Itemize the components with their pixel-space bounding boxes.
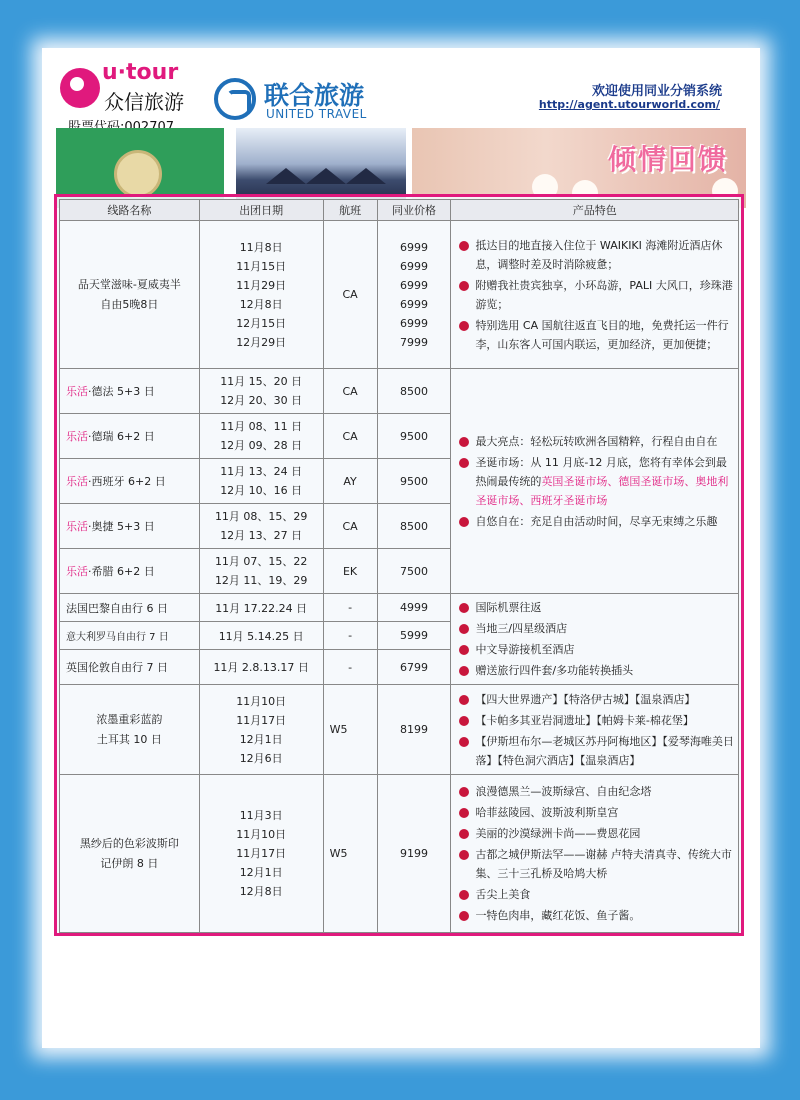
date-item: 12月 10、16 日 [220, 484, 303, 497]
price-iran: 9199 [377, 775, 451, 933]
date-item: 12月8日 [239, 885, 283, 898]
col-header-flight: 航班 [323, 200, 377, 221]
feature-item: 浪漫德黑兰—波斯绿宫、自由纪念塔 [457, 782, 734, 801]
price-turkey: 8199 [377, 685, 451, 775]
date-item: 11月8日 [239, 240, 283, 254]
dates-hawaii [199, 221, 323, 369]
contact-name: 张佳宁 [134, 959, 174, 974]
price-rome: 5999 [377, 622, 451, 650]
feature-item: 国际机票往返 [457, 598, 734, 617]
date-item: 11月 08、11 日 [220, 420, 303, 433]
agent-url-link[interactable]: http://agent.utourworld.com/ [538, 98, 720, 111]
date-item: 12月6日 [239, 751, 283, 765]
route-name: ·奥捷 5+3 日 [88, 520, 155, 533]
dates-europe-2 [199, 414, 323, 459]
date-item: 11月17日 [236, 847, 287, 860]
feature-item: 舌尖上美食 [457, 885, 734, 904]
date-item: 11月29日 [236, 278, 287, 292]
date-item: 12月 20、30 日 [220, 394, 303, 407]
feature-item: 当地三/四星级酒店 [457, 619, 734, 638]
contact-footer [44, 955, 764, 1043]
date-item: 11月17日 [236, 713, 287, 727]
route-table [59, 199, 739, 933]
feature-item: 中文导游接机至酒店 [457, 640, 734, 659]
flight-turkey: W5 [323, 685, 377, 775]
contact-qq: Q：2633573947 [636, 981, 751, 996]
table-row [60, 685, 739, 775]
contact-phone: T：13678899565 [194, 959, 316, 974]
price-item: 6999 [399, 259, 428, 273]
contact-row [44, 1021, 764, 1043]
dates-london: 11月 2.8.13.17 日 [199, 650, 323, 685]
price-item: 6999 [399, 240, 428, 254]
united-travel-en: UNITED TRAVEL [266, 107, 367, 121]
route-name-line: 浓墨重彩蓝韵 [96, 712, 163, 726]
contact-name: 张 群 [452, 959, 492, 974]
feature-item: 附赠我社贵宾独享，小环岛游，PALI 大风口，珍珠港游览； [457, 276, 734, 314]
contact-row [44, 977, 764, 999]
feature-item: 抵达目的地直接入住位于 WAIKIKI 海滩附近酒店休息，调整时差及时消除疲惫； [457, 236, 734, 274]
col-header-route: 线路名称 [60, 200, 200, 221]
route-name-line: 土耳其 10 日 [96, 732, 162, 746]
contact-phone: T：15588681641 [194, 981, 316, 996]
contact-qq: Q：2262182499 [330, 1003, 445, 1018]
feature-item: 哈菲兹陵园、波斯波利斯皇宫 [457, 803, 734, 822]
route-prefix: 乐活 [66, 475, 88, 488]
price-europe-2: 9500 [377, 414, 451, 459]
dates-europe-4 [199, 504, 323, 549]
table-row [60, 221, 739, 369]
contact-qq: Q：1379524339 [330, 981, 445, 996]
date-item: 11月10日 [236, 694, 287, 708]
price-europe-5: 7500 [377, 549, 451, 594]
flight-iran: W5 [323, 775, 377, 933]
route-name-line: 自由5晚8日 [100, 297, 159, 311]
route-name-line: 记伊朗 8 日 [100, 856, 159, 870]
route-table-frame [54, 194, 744, 936]
date-item: 12月 11、19、29 [214, 574, 308, 587]
united-travel-icon [214, 78, 256, 120]
flight-europe-4: CA [323, 504, 377, 549]
date-item: 11月 07、15、22 [214, 555, 308, 568]
route-name-europe-5 [60, 549, 200, 594]
feature-item: 古都之城伊斯法罕——谢赫 卢特夫清真寺、传统大市集、三十三孔桥及哈鸠大桥 [457, 845, 734, 883]
feature-item: 一特色肉串，藏红花饭、鱼子酱。 [457, 906, 734, 925]
contact-label: 联系人： [60, 959, 113, 974]
date-item: 11月10日 [236, 828, 287, 841]
contact-phone: T：13791988942 [194, 1025, 316, 1040]
route-name-iran [60, 775, 200, 933]
table-row [60, 775, 739, 933]
date-item: 11月 08、15、29 [214, 510, 308, 523]
feature-item: 自悠自在：充足自由活动时间，尽享无束缚之乐趣 [457, 512, 734, 531]
dates-europe-1 [199, 369, 323, 414]
flight-europe-5: EK [323, 549, 377, 594]
col-header-dates: 出团日期 [199, 200, 323, 221]
route-name: ·西班牙 6+2 日 [88, 475, 166, 488]
feature-item: 特别选用 CA 国航往返直飞目的地，免费托运一件行李，山东客人可国内联运，更加经济，更加便捷； [457, 316, 734, 354]
united-travel-cn: 联合旅游 [264, 81, 365, 110]
route-prefix: 乐活 [66, 520, 88, 533]
col-header-features: 产品特色 [451, 200, 739, 221]
feature-item: 【四大世界遗产】【特洛伊古城】【温泉酒店】 [457, 690, 734, 709]
features-europe [451, 369, 739, 594]
date-item: 12月29日 [236, 335, 287, 349]
price-europe-1: 8500 [377, 369, 451, 414]
dates-europe-3 [199, 459, 323, 504]
date-item: 11月3日 [239, 809, 283, 822]
flight-rome: - [323, 622, 377, 650]
contact-name: 董 雯 [134, 1003, 174, 1018]
price-item: 6999 [399, 297, 428, 311]
feature-item: 【卡帕多其亚岩洞遗址】【帕姆卡莱-棉花堡】 [457, 711, 734, 730]
route-name-europe-1 [60, 369, 200, 414]
utour-bubble-icon [60, 68, 100, 108]
table-row [60, 594, 739, 622]
table-row [60, 369, 739, 414]
date-item: 11月 13、24 日 [220, 465, 303, 478]
flight-hawaii: CA [323, 221, 377, 369]
price-europe-3: 9500 [377, 459, 451, 504]
route-name-paris: 法国巴黎自由行 6 日 [60, 594, 200, 622]
date-item: 12月1日 [239, 866, 283, 879]
route-name-turkey [60, 685, 200, 775]
utour-logo-en: u·tour [102, 60, 179, 85]
price-item: 6999 [399, 316, 428, 330]
dates-rome: 11月 5.14.25 日 [199, 622, 323, 650]
route-name: ·希腊 6+2 日 [88, 565, 155, 578]
route-prefix: 乐活 [66, 385, 88, 398]
feature-item: 【伊斯坦布尔—老城区苏丹阿梅地区】【爱琴海唯美日落】【特色洞穴酒店】【温泉酒店】 [457, 732, 734, 770]
flight-europe-3: AY [323, 459, 377, 504]
flight-paris: - [323, 594, 377, 622]
price-item: 7999 [399, 335, 428, 349]
price-paris: 4999 [377, 594, 451, 622]
flight-europe-1: CA [323, 369, 377, 414]
feature-item: 最大亮点：轻松玩转欧洲各国精粹，行程自由自在 [457, 432, 734, 451]
route-name-line: 黑纱后的色彩波斯印 [79, 836, 179, 850]
route-name: ·德瑞 6+2 日 [88, 430, 155, 443]
route-name-hawaii [60, 221, 200, 369]
feature-highlight: 英国圣诞市场、德国圣诞市场、奥地利圣诞市场、西班牙圣诞市场 [475, 474, 729, 507]
contact-phone: T：18669700750 [194, 1003, 316, 1018]
contact-qq: Q：3076642052 [636, 959, 751, 974]
route-name-europe-4 [60, 504, 200, 549]
hut-roof-icon [266, 168, 306, 184]
hut-roof-icon [346, 168, 386, 184]
features-hawaii [451, 221, 739, 369]
banner-title: 倾情回馈 [607, 143, 728, 176]
contact-qq: Q：766560835 [330, 959, 436, 974]
hut-roof-icon [306, 168, 346, 184]
flight-london: - [323, 650, 377, 685]
flight-europe-2: CA [323, 414, 377, 459]
contact-row [44, 999, 764, 1021]
price-london: 6799 [377, 650, 451, 685]
feature-item: 赠送旅行四件套/多功能转换插头 [457, 661, 734, 680]
date-item: 11月15日 [236, 259, 287, 273]
contact-name: 韩 良 [134, 1025, 174, 1040]
col-header-price: 同业价格 [377, 200, 451, 221]
dates-paris: 11月 17.22.24 日 [199, 594, 323, 622]
welcome-text: 欢迎使用同业分销系统 [591, 84, 722, 99]
features-iran [451, 775, 739, 933]
date-item: 12月 09、28 日 [220, 439, 303, 452]
features-turkey [451, 685, 739, 775]
medal-icon [114, 150, 162, 198]
manager-label: 负责人： [60, 1025, 113, 1040]
feature-item [457, 453, 734, 510]
features-free-travel [451, 594, 739, 685]
date-item: 12月8日 [239, 297, 283, 311]
price-item: 6999 [399, 278, 428, 292]
feature-item: 美丽的沙漠绿洲卡尚——费恩花园 [457, 824, 734, 843]
contact-name: 李军军 [452, 981, 492, 996]
contact-phone: T：18765918925 [510, 981, 632, 996]
route-prefix: 乐活 [66, 430, 88, 443]
route-name-line: 品天堂滋味-夏威夷半 [77, 277, 181, 291]
route-name-rome: 意大利罗马自由行 7 日 [60, 622, 200, 650]
date-item: 11月 15、20 日 [220, 375, 303, 388]
dates-europe-5 [199, 549, 323, 594]
route-name-europe-3 [60, 459, 200, 504]
route-name: ·德法 5+3 日 [88, 385, 155, 398]
route-name-europe-2 [60, 414, 200, 459]
dates-iran [199, 775, 323, 933]
dates-turkey [199, 685, 323, 775]
flyer-sheet [42, 48, 760, 1048]
contact-row [44, 955, 764, 977]
utour-logo-cn: 众信旅游 [104, 90, 184, 114]
date-item: 12月 13、27 日 [220, 529, 303, 542]
feature-text: 圣诞市场：从 11 月底-12 月底，您将有幸体会到最热闹最传统的 [475, 455, 727, 488]
contact-qq: Q：108836951 [330, 1025, 436, 1040]
date-item: 12月1日 [239, 732, 283, 746]
route-prefix: 乐活 [66, 565, 88, 578]
price-europe-4: 8500 [377, 504, 451, 549]
contact-name: 白 云 [134, 981, 174, 996]
date-item: 12月15日 [236, 316, 287, 330]
prices-hawaii [377, 221, 451, 369]
contact-phone: T：13625428007 [510, 959, 632, 974]
route-name-london: 英国伦敦自由行 7 日 [60, 650, 200, 685]
